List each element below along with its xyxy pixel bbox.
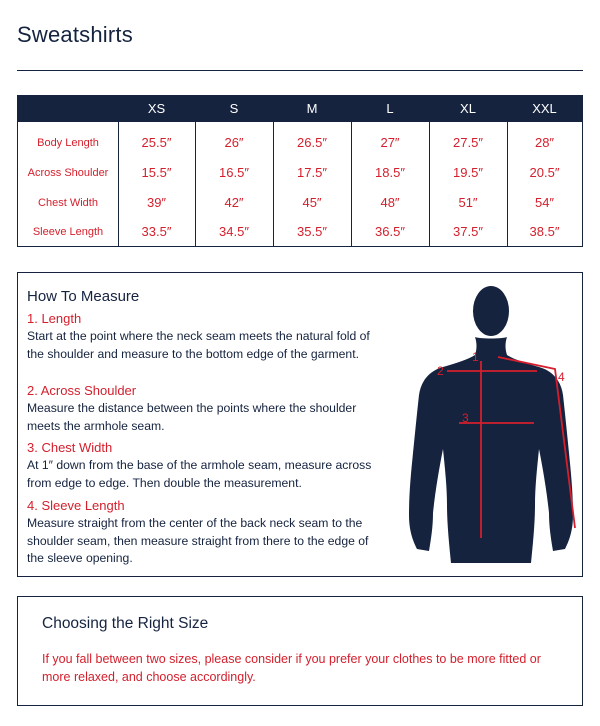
table-cell: 39″: [146, 195, 167, 210]
size-header-xl: XL: [460, 101, 476, 116]
table-cell: 54″: [534, 195, 555, 210]
table-cell: 18.5″: [375, 165, 405, 180]
table-cell: 17.5″: [297, 165, 327, 180]
choosing-size-title: Choosing the Right Size: [42, 615, 209, 632]
step-length-title: 1. Length: [27, 311, 82, 326]
table-cell: 37.5″: [453, 224, 483, 239]
table-cell: 16.5″: [219, 165, 249, 180]
table-cell: 35.5″: [297, 224, 327, 239]
figure-label-4: 4: [558, 370, 565, 384]
table-cell: 36.5″: [375, 224, 405, 239]
row-label: Chest Width: [38, 197, 98, 209]
table-row-body-length: [18, 128, 582, 158]
step-sleeve-length-text: Measure straight from the center of the back neck seam to the shoulder seam, then measure straight from there to the edge of the sleeve opening.: [27, 516, 369, 565]
size-header-row: [18, 96, 582, 122]
figure-label-3: 3: [462, 411, 469, 425]
size-header-m: M: [306, 101, 318, 116]
table-cell: 45″: [302, 195, 322, 210]
table-cell: 38.5″: [529, 224, 560, 239]
body-silhouette-icon: [403, 283, 578, 568]
head-silhouette: [473, 286, 509, 336]
step-chest-width-title: 3. Chest Width: [27, 440, 113, 455]
table-row-chest-width: [18, 188, 582, 218]
table-cell: 27″: [380, 135, 400, 150]
step-across-shoulder-text: Measure the distance between the points where the shoulder meets the armhole seam.: [27, 401, 357, 433]
how-to-measure-title: How To Measure: [27, 288, 140, 305]
row-label: Sleeve Length: [32, 226, 104, 238]
size-header-xxl: XXL: [532, 101, 557, 116]
table-cell: 51″: [458, 195, 478, 210]
choosing-size-panel: [17, 596, 583, 706]
step-length-text: Start at the point where the neck seam meets the natural fold of the shoulder and measure to the bottom edge of the garment.: [27, 329, 370, 361]
step-sleeve-length-title: 4. Sleeve Length: [27, 498, 125, 513]
row-label: Across Shoulder: [27, 167, 109, 179]
table-cell: 19.5″: [453, 165, 483, 180]
size-header-s: S: [229, 101, 239, 116]
figure-label-2: 2: [437, 364, 444, 378]
table-cell: 26″: [224, 135, 244, 150]
table-cell: 26.5″: [297, 135, 327, 150]
step-across-shoulder-title: 2. Across Shoulder: [27, 383, 137, 398]
table-cell: 28″: [534, 135, 555, 150]
table-cell: 25.5″: [141, 135, 172, 150]
table-cell: 42″: [224, 195, 244, 210]
figure-label-1: 1: [472, 350, 479, 364]
table-cell: 33.5″: [141, 224, 172, 239]
table-cell: 34.5″: [219, 224, 249, 239]
table-row-across-shoulder: [18, 158, 582, 188]
table-cell: 48″: [380, 195, 400, 210]
choosing-size-text: If you fall between two sizes, please consider if you prefer your clothes to be more fitted or more relaxed, and choose accordingly.: [42, 652, 541, 684]
size-header-xs: XS: [147, 101, 166, 116]
size-header-l: L: [386, 101, 394, 116]
table-cell: 27.5″: [453, 135, 483, 150]
table-cell: 20.5″: [529, 165, 560, 180]
table-row-sleeve-length: [18, 217, 582, 247]
how-to-measure-panel: [17, 272, 583, 577]
size-chart-table: [17, 95, 583, 247]
row-label: Body Length: [37, 137, 99, 149]
title-divider: [17, 70, 583, 71]
page-title: Sweatshirts: [17, 22, 133, 47]
step-chest-width-text: At 1″ down from the base of the armhole seam, measure across from edge to edge. Then double the measurement.: [27, 458, 372, 490]
table-cell: 15.5″: [141, 165, 172, 180]
